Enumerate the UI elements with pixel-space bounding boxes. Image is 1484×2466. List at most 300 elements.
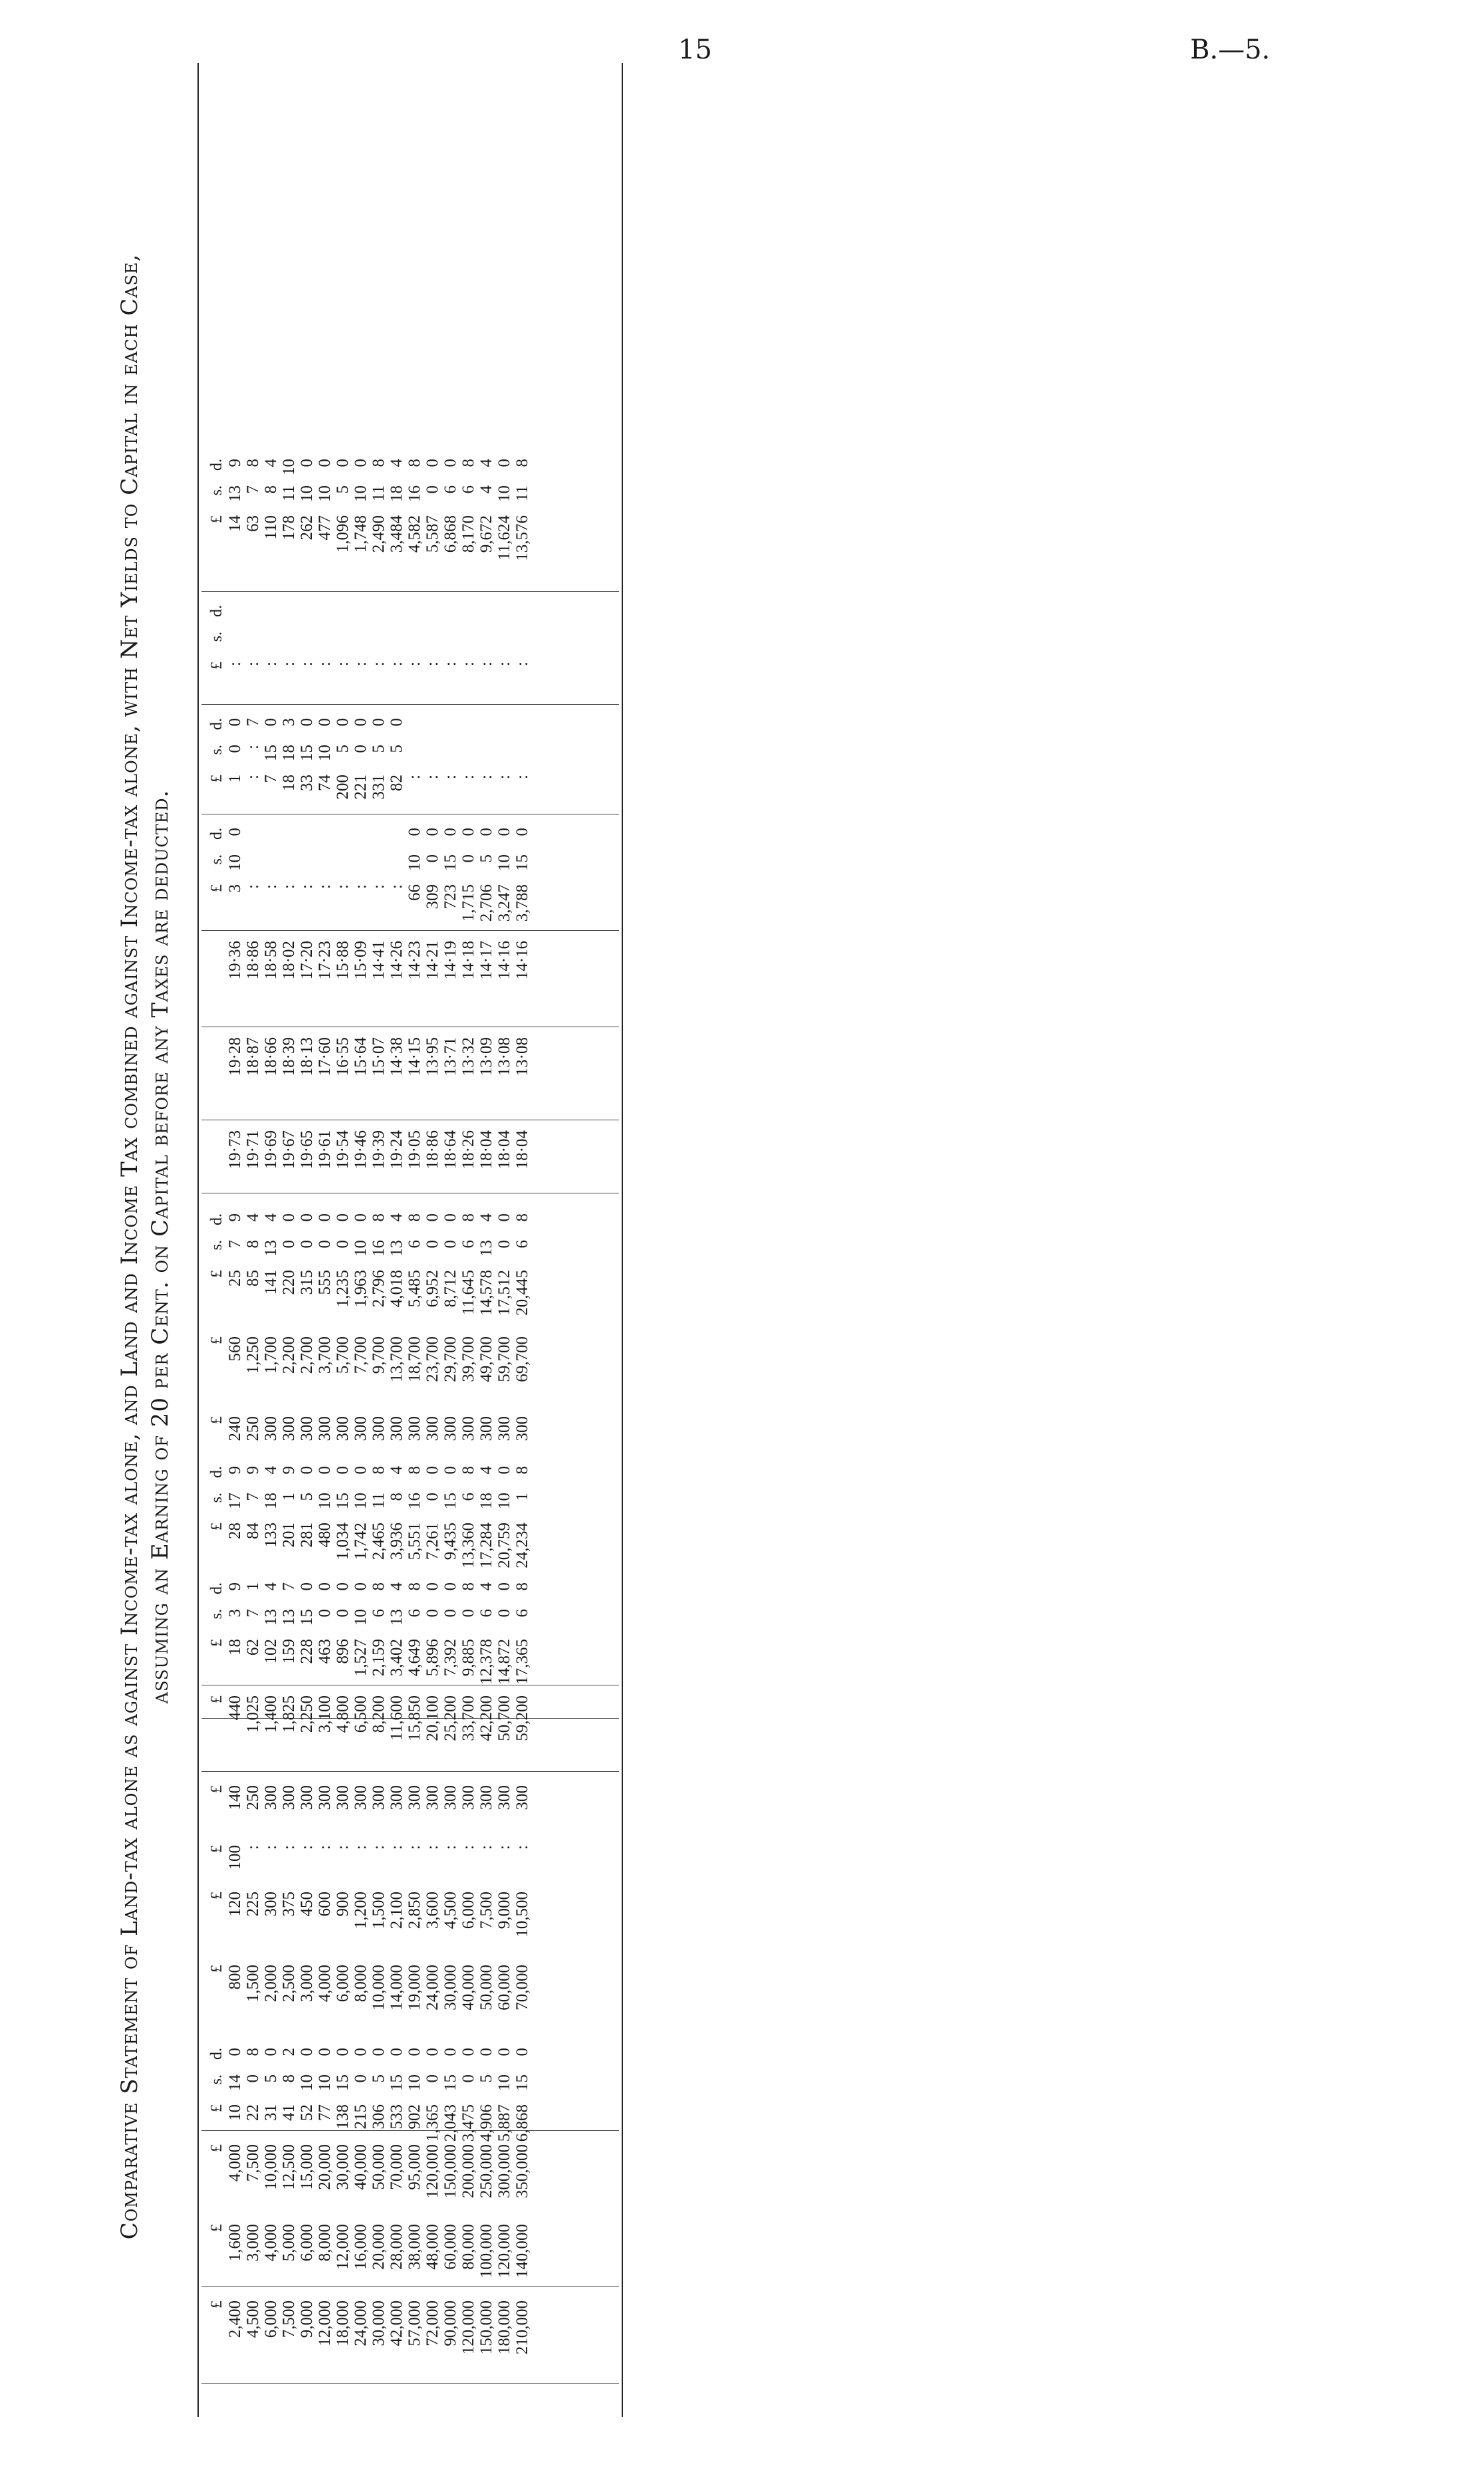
table-cell: 300 xyxy=(388,1416,406,1441)
table-column xyxy=(208,1130,531,1217)
table-cell: 10 xyxy=(316,485,334,502)
table-cell: 200 xyxy=(334,775,352,800)
table-cell: 14·38 xyxy=(388,1037,406,1076)
table-cell: 13,360 xyxy=(459,1523,477,1568)
table-cell: 18·87 xyxy=(244,1037,262,1076)
table-column xyxy=(208,1416,531,1503)
column-unit: £ xyxy=(208,1965,225,1973)
column-unit: £ xyxy=(208,1892,225,1900)
table-cell: 16 xyxy=(406,1493,424,1509)
table-cell: : xyxy=(424,775,441,779)
table-cell: 40,000 xyxy=(459,1965,477,2011)
table-cell: 9,700 xyxy=(370,1336,388,1374)
table-cell: 3,700 xyxy=(316,1336,334,1374)
table-cell: 3 xyxy=(280,718,298,727)
table-cell: 0 xyxy=(370,2048,388,2056)
table-cell: 14·23 xyxy=(406,941,424,980)
table-cell: 100,000 xyxy=(477,2224,495,2279)
table-cell: 300 xyxy=(495,1785,513,1810)
table-cell: 14 xyxy=(226,2074,244,2091)
table-cell: 13·95 xyxy=(424,1037,441,1076)
column-unit: d. xyxy=(208,1466,225,1478)
table-cell: 7,700 xyxy=(352,1336,370,1374)
table-column xyxy=(208,1037,531,1124)
table-cell: 24,234 xyxy=(513,1523,531,1568)
table-cell: 4 xyxy=(388,1213,406,1222)
table-cell: 62 xyxy=(244,1639,262,1656)
table-cell: : xyxy=(441,775,459,779)
table-cell: 15 xyxy=(262,745,280,761)
table-cell: 0 xyxy=(298,1240,316,1249)
table-cell: 1,500 xyxy=(244,1965,262,2003)
table-subtitle: assuming an Earning of 20 per Cent. on Capital before any Taxes are deducted. xyxy=(147,789,174,1704)
table-cell: 315 xyxy=(298,1270,316,1295)
table-cell: 0 xyxy=(352,1582,370,1591)
table-cell: 19·65 xyxy=(298,1130,316,1170)
table-cell: 12,378 xyxy=(477,1639,495,1685)
table-cell: 18 xyxy=(477,1493,495,1509)
table-column xyxy=(208,2300,531,2387)
table-cell: 262 xyxy=(298,515,316,541)
table-cell: 0 xyxy=(316,1582,334,1591)
table-cell: 6 xyxy=(459,1493,477,1501)
table-cell: 2,500 xyxy=(280,1965,298,2003)
table-cell: 14·16 xyxy=(495,941,513,980)
table-cell: 11,624 xyxy=(495,515,513,560)
table-cell: 3 xyxy=(226,1609,244,1618)
table-cell: 0 xyxy=(459,2074,477,2083)
table-cell: 4,800 xyxy=(334,1695,352,1733)
table-cell: 13·09 xyxy=(477,1037,495,1076)
table-cell: 560 xyxy=(226,1336,244,1362)
table-cell: 18,700 xyxy=(406,1336,424,1382)
column-unit: d. xyxy=(208,828,225,840)
table-column xyxy=(208,459,531,545)
table-cell: 20,000 xyxy=(370,2224,388,2270)
table-cell: : xyxy=(244,775,262,779)
table-cell: 30,000 xyxy=(441,1965,459,2011)
table-cell: 19·28 xyxy=(226,1037,244,1076)
table-cell: 9 xyxy=(244,1466,262,1475)
table-cell: 3,247 xyxy=(495,884,513,922)
table-cell: 0 xyxy=(298,2048,316,2056)
table-cell: 0 xyxy=(226,745,244,753)
table-cell: 6,000 xyxy=(262,2300,280,2338)
table-cell: 2,100 xyxy=(388,1892,406,1929)
table-cell: : xyxy=(334,662,352,666)
table-cell: : xyxy=(495,775,513,779)
table-cell: 0 xyxy=(298,459,316,467)
table-cell: 10 xyxy=(352,485,370,502)
table-cell: 300 xyxy=(352,1785,370,1810)
column-unit: s. xyxy=(208,745,225,755)
table-cell: 215 xyxy=(352,2104,370,2130)
table-cell: 17,512 xyxy=(495,1270,513,1316)
table-cell: 19·05 xyxy=(406,1130,424,1170)
table-cell: 28,000 xyxy=(388,2224,406,2270)
table-cell: 0 xyxy=(495,1466,513,1475)
table-cell: 42,000 xyxy=(388,2300,406,2346)
table-cell: 9 xyxy=(226,459,244,467)
table-cell: 18 xyxy=(280,775,298,791)
table-cell: 8 xyxy=(370,1466,388,1475)
table-cell: : xyxy=(334,1845,352,1850)
table-cell xyxy=(298,605,316,691)
table-cell: 0 xyxy=(513,2048,531,2056)
table-cell: : xyxy=(370,884,388,889)
table-cell: 120 xyxy=(226,1892,244,1917)
table-cell: 13,576 xyxy=(513,515,531,561)
table-cell: 180,000 xyxy=(495,2300,513,2355)
table-cell: 18 xyxy=(226,1639,244,1656)
column-unit: £ xyxy=(208,2300,225,2308)
table-cell: 7 xyxy=(244,1609,262,1618)
table-cell: 0 xyxy=(495,1609,513,1618)
table-cell: 6 xyxy=(370,1609,388,1618)
table-cell: 8 xyxy=(244,1240,262,1249)
table-cell: 13·71 xyxy=(441,1037,459,1076)
table-cell: 8 xyxy=(406,1466,424,1475)
column-unit: £ xyxy=(208,1845,225,1853)
table-cell: 8 xyxy=(244,459,262,467)
table-cell: 0 xyxy=(262,718,280,727)
table-cell: 0 xyxy=(388,2048,406,2056)
table-cell: 1,250 xyxy=(244,1336,262,1374)
table-cell: 18·66 xyxy=(262,1037,280,1076)
table-cell: 5,000 xyxy=(280,2224,298,2262)
table-cell: 8 xyxy=(280,2074,298,2083)
table-cell: : xyxy=(244,745,262,749)
table-cell: 18·26 xyxy=(459,1130,477,1170)
table-cell: 9,672 xyxy=(477,515,495,553)
table-cell: 1,825 xyxy=(280,1695,298,1733)
table-cell: 300 xyxy=(280,1416,298,1441)
table-cell: 4 xyxy=(262,459,280,467)
table-cell: 10 xyxy=(226,2104,244,2121)
table-cell: 15·88 xyxy=(334,941,352,980)
table-cell xyxy=(424,605,441,691)
table-cell xyxy=(334,605,352,691)
table-cell: 20,759 xyxy=(495,1523,513,1568)
table-cell: 9 xyxy=(280,1466,298,1475)
table-cell: 9 xyxy=(226,1213,244,1222)
table-cell: 0 xyxy=(424,1240,441,1249)
table-cell: 0 xyxy=(280,1213,298,1222)
table-cell: 18 xyxy=(262,1493,280,1509)
table-cell: 13,700 xyxy=(388,1336,406,1382)
table-cell: : xyxy=(477,662,495,666)
table-cell: 8 xyxy=(370,1213,388,1222)
table-cell: 5 xyxy=(370,745,388,753)
table-cell: 0 xyxy=(477,2048,495,2056)
table-cell: 84 xyxy=(244,1523,262,1539)
table-cell: 0 xyxy=(424,2048,441,2056)
table-cell: 19·36 xyxy=(226,941,244,980)
table-cell: 40,000 xyxy=(352,2144,370,2190)
table-cell: 20,445 xyxy=(513,1270,531,1316)
table-cell: 17,365 xyxy=(513,1639,531,1685)
table-cell: 5 xyxy=(477,854,495,863)
table-cell: 24,000 xyxy=(352,2300,370,2346)
table-cell: 7,500 xyxy=(280,2300,298,2338)
table-cell: 8,200 xyxy=(370,1695,388,1733)
table-cell: : xyxy=(334,884,352,889)
table-cell: : xyxy=(244,884,262,889)
table-cell: 6,500 xyxy=(352,1695,370,1733)
column-unit: £ xyxy=(208,662,225,670)
table-cell: 13·32 xyxy=(459,1037,477,1076)
table-cell: 14,000 xyxy=(388,1965,406,2011)
table-cell: 300 xyxy=(262,1785,280,1810)
table-cell: 15,000 xyxy=(298,2144,316,2190)
table-cell: : xyxy=(406,1845,424,1850)
column-unit: d. xyxy=(208,605,225,617)
table-cell: 19·39 xyxy=(370,1130,388,1170)
table-cell: 300 xyxy=(316,1416,334,1441)
table-cell: : xyxy=(459,662,477,666)
table-cell: 74 xyxy=(316,775,334,791)
column-unit: d. xyxy=(208,2048,225,2060)
table-cell: : xyxy=(459,1845,477,1850)
table-cell: 10 xyxy=(495,2074,513,2091)
table-cell: : xyxy=(280,662,298,666)
table-cell: 10 xyxy=(406,2074,424,2091)
table-cell: 20,000 xyxy=(316,2144,334,2190)
table-cell: 140,000 xyxy=(513,2224,531,2279)
table-cell: 0 xyxy=(262,2048,280,2056)
table-cell: 1,365 xyxy=(424,2104,441,2142)
table-cell: 15 xyxy=(441,1493,459,1509)
table-cell: 59,200 xyxy=(513,1695,531,1741)
table-column xyxy=(208,2048,531,2134)
table-cell: 18·64 xyxy=(441,1130,459,1170)
column-unit: £ xyxy=(208,2104,225,2112)
table-cell xyxy=(406,605,424,691)
table-cell: 4,500 xyxy=(441,1892,459,1929)
table-cell: 300 xyxy=(459,1785,477,1810)
table-cell: 6 xyxy=(513,1240,531,1249)
table-cell: 102 xyxy=(262,1639,280,1664)
table-cell: : xyxy=(316,662,334,666)
table-cell: 4,000 xyxy=(226,2144,244,2182)
table-cell: 440 xyxy=(226,1695,244,1721)
table-cell: 250 xyxy=(244,1416,262,1441)
table-cell: 4 xyxy=(262,1213,280,1222)
table-cell: 29,700 xyxy=(441,1336,459,1382)
table-cell: 4 xyxy=(388,1582,406,1591)
table-cell: : xyxy=(424,662,441,666)
table-cell: 19·61 xyxy=(316,1130,334,1170)
table-cell: 300 xyxy=(334,1416,352,1441)
table-cell xyxy=(495,605,513,691)
table-cell: 300 xyxy=(280,1785,298,1810)
table-cell: 8 xyxy=(459,1466,477,1475)
table-cell: 3,402 xyxy=(388,1639,406,1677)
table-cell: 0 xyxy=(459,828,477,836)
table-cell: 19·71 xyxy=(244,1130,262,1170)
table-cell: 300 xyxy=(495,1416,513,1441)
table-cell xyxy=(477,605,495,691)
table-cell: 4,582 xyxy=(406,515,424,553)
table-cell xyxy=(513,605,531,691)
table-cell: 0 xyxy=(298,1582,316,1591)
table-cell: 9,000 xyxy=(298,2300,316,2338)
table-cell: 300 xyxy=(352,1416,370,1441)
table-cell: 14·15 xyxy=(406,1037,424,1076)
table-cell: 306 xyxy=(370,2104,388,2130)
table-cell: 4,000 xyxy=(262,2224,280,2262)
table-cell: 9,000 xyxy=(495,1892,513,1929)
table-cell: 0 xyxy=(226,718,244,727)
table-cell: 300 xyxy=(441,1416,459,1441)
column-unit: £ xyxy=(208,1336,225,1344)
table-cell: 2,200 xyxy=(280,1336,298,1374)
table-cell: 2,043 xyxy=(441,2104,459,2142)
table-cell: 8,170 xyxy=(459,515,477,553)
table-cell: 200,000 xyxy=(459,2144,477,2199)
table-cell: 12,500 xyxy=(280,2144,298,2190)
table-cell: 95,000 xyxy=(406,2144,424,2190)
table-cell: 4,018 xyxy=(388,1270,406,1308)
table-cell: : xyxy=(424,1845,441,1850)
table-cell: 300 xyxy=(370,1785,388,1810)
table-cell: 3 xyxy=(226,884,244,893)
table-cell: 0 xyxy=(388,718,406,727)
table-cell: 5 xyxy=(334,745,352,753)
table-cell: 4 xyxy=(477,1582,495,1591)
table-cell: 8,000 xyxy=(316,2224,334,2262)
table-cell: 8 xyxy=(370,1582,388,1591)
table-cell: : xyxy=(262,662,280,666)
table-cell xyxy=(370,605,388,691)
table-cell: 3,000 xyxy=(244,2224,262,2262)
table-cell: 6,000 xyxy=(298,2224,316,2262)
column-unit: £ xyxy=(208,1416,225,1424)
column-unit: s. xyxy=(208,485,225,496)
table-cell: 18 xyxy=(388,485,406,502)
table-cell: 57,000 xyxy=(406,2300,424,2346)
table-cell: 6 xyxy=(406,1240,424,1249)
table-cell: 8 xyxy=(513,1582,531,1591)
table-cell: 0 xyxy=(352,1466,370,1475)
table-cell: 4 xyxy=(244,1213,262,1222)
table-cell xyxy=(226,605,244,691)
table-cell: 16,000 xyxy=(352,2224,370,2270)
table-cell: 17·23 xyxy=(316,941,334,980)
table-cell: 902 xyxy=(406,2104,424,2130)
table-cell: 23,700 xyxy=(424,1336,441,1382)
table-cell: 4,500 xyxy=(244,2300,262,2338)
table-cell: 896 xyxy=(334,1639,352,1664)
table-cell: 0 xyxy=(352,459,370,467)
table-cell: 6,952 xyxy=(424,1270,441,1308)
table-cell: 0 xyxy=(406,828,424,836)
table-cell: 90,000 xyxy=(441,2300,459,2346)
table-cell: 0 xyxy=(495,1213,513,1222)
table-cell: 309 xyxy=(424,884,441,910)
table-cell: 0 xyxy=(352,2048,370,2056)
table-cell: 15 xyxy=(298,745,316,761)
table-cell: : xyxy=(298,662,316,666)
table-cell: 18·13 xyxy=(298,1037,316,1076)
table-cell: 50,700 xyxy=(495,1695,513,1741)
table-cell: 42,200 xyxy=(477,1695,495,1741)
table-cell: 10 xyxy=(352,1493,370,1509)
table-cell: 220 xyxy=(280,1270,298,1295)
table-cell: 210,000 xyxy=(513,2300,531,2355)
table-cell: 0 xyxy=(316,2048,334,2056)
table-cell: 0 xyxy=(334,1240,352,1249)
table-cell: 555 xyxy=(316,1270,334,1295)
table-cell: 450 xyxy=(298,1892,316,1917)
table-cell: 15 xyxy=(513,2074,531,2091)
table-cell: 15·09 xyxy=(352,941,370,980)
table-cell: : xyxy=(495,1845,513,1850)
table-cell: 300 xyxy=(388,1785,406,1810)
table-cell: 10 xyxy=(298,2074,316,2091)
table-cell: 2,490 xyxy=(370,515,388,553)
table-cell: 10 xyxy=(495,1493,513,1509)
table-cell: : xyxy=(316,884,334,889)
table-cell: 70,000 xyxy=(513,1965,531,2011)
table-cell: : xyxy=(244,1845,262,1850)
table-cell: 1,400 xyxy=(262,1695,280,1733)
table-cell xyxy=(316,605,334,691)
table-cell: 20,100 xyxy=(424,1695,441,1741)
table-cell: 0 xyxy=(459,854,477,863)
table-cell: 0 xyxy=(459,2048,477,2056)
table-cell: 141 xyxy=(262,1270,280,1295)
table-cell: 15·07 xyxy=(370,1037,388,1076)
table-cell: 300,000 xyxy=(495,2144,513,2199)
column-unit: £ xyxy=(208,1523,225,1531)
table-cell: 15 xyxy=(334,2074,352,2091)
table-cell: 2,706 xyxy=(477,884,495,922)
table-cell: 13 xyxy=(262,1240,280,1257)
table-cell: 0 xyxy=(334,1582,352,1591)
column-unit: d. xyxy=(208,718,225,730)
table-cell: 1,034 xyxy=(334,1523,352,1560)
table-cell: 0 xyxy=(298,1213,316,1222)
table-cell: 800 xyxy=(226,1965,244,1990)
table-cell: 5,551 xyxy=(406,1523,424,1560)
table-cell: 10 xyxy=(316,1493,334,1509)
table-cell: 0 xyxy=(334,2048,352,2056)
table-cell: 15 xyxy=(441,854,459,871)
table-cell: 600 xyxy=(316,1892,334,1917)
table-cell: 4,649 xyxy=(406,1639,424,1677)
document-reference: B.—5. xyxy=(1190,35,1271,65)
table-cell: 7 xyxy=(262,775,280,783)
table-cell: 28 xyxy=(226,1523,244,1539)
column-unit: s. xyxy=(208,1493,225,1503)
column-unit: £ xyxy=(208,2144,225,2152)
table-cell: 3,484 xyxy=(388,515,406,553)
table-cell: : xyxy=(244,662,262,666)
table-cell: 50,000 xyxy=(370,2144,388,2190)
table-cell: 14·41 xyxy=(370,941,388,980)
table-cell: 300 xyxy=(424,1416,441,1441)
table-cell: 300 xyxy=(406,1416,424,1441)
table-cell: : xyxy=(352,662,370,666)
table-cell: 14·17 xyxy=(477,941,495,980)
table-cell: 8 xyxy=(406,459,424,467)
table-cell: 0 xyxy=(424,854,441,863)
table-cell: 18·86 xyxy=(244,941,262,980)
table-cell: 0 xyxy=(441,1582,459,1591)
column-unit: s. xyxy=(208,1609,225,1620)
table-cell: 0 xyxy=(226,828,244,836)
